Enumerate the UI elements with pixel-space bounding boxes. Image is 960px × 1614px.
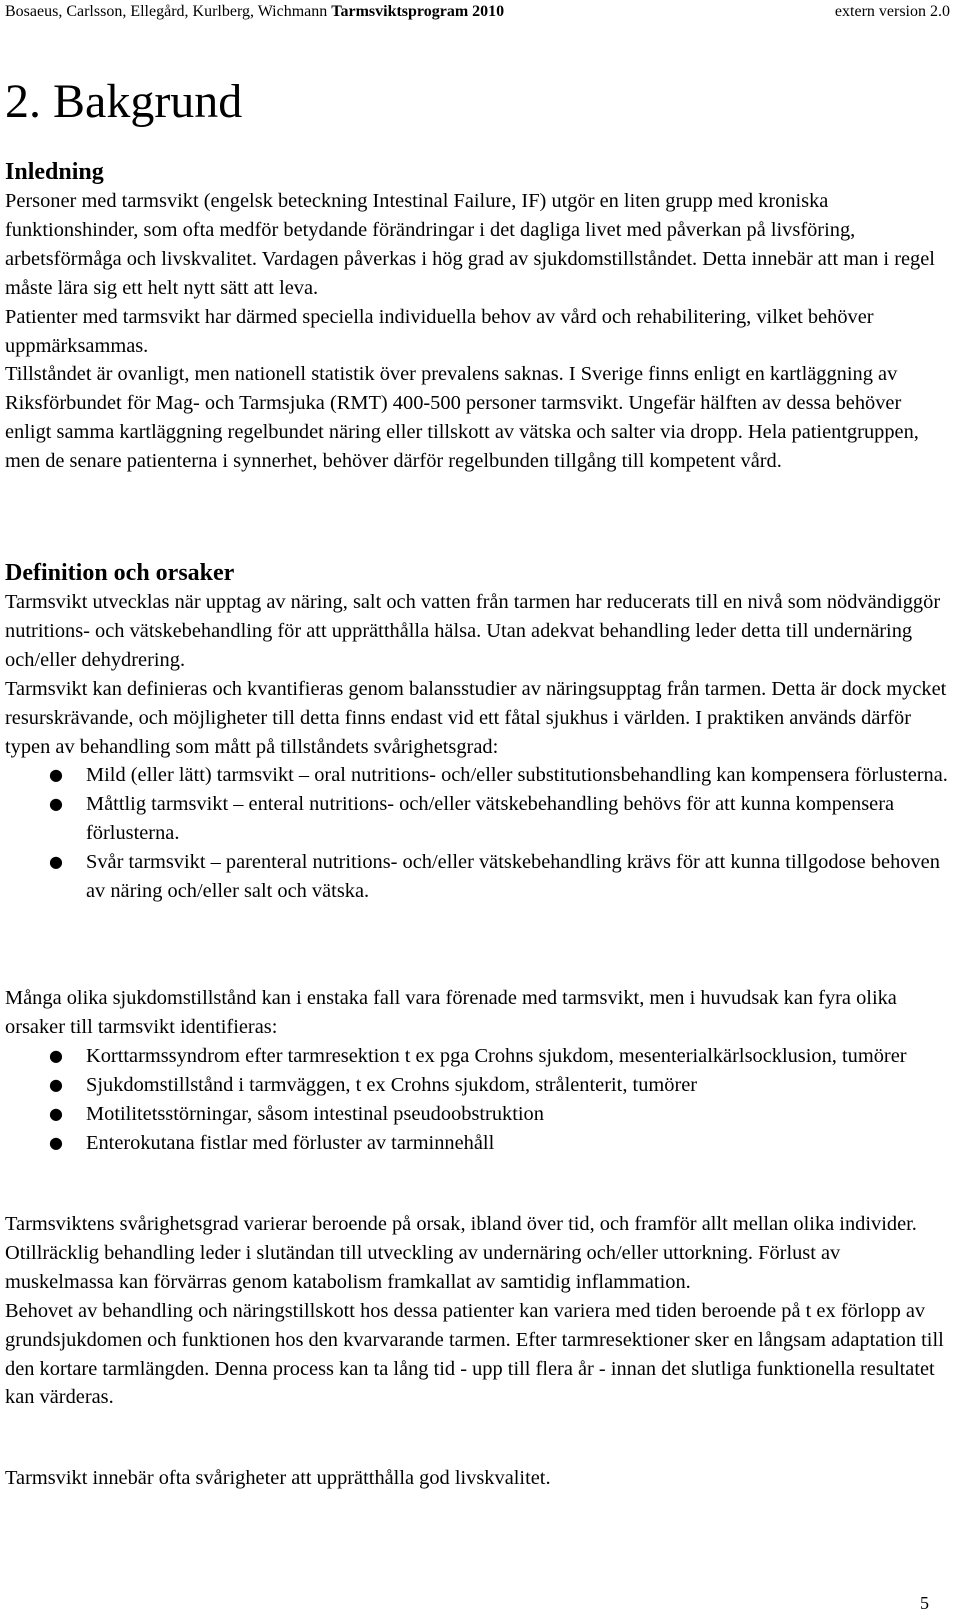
closing-section [5, 1210, 950, 1412]
page-number: 5 [920, 1593, 929, 1613]
list-item: ● Mild (eller lätt) tarmsvikt – oral nutritions- och/eller substitutionsbehandling kan kompensera förlusterna. [5, 761, 950, 790]
paragraph: Tarmsviktens svårighetsgrad varierar beroende på orsak, ibland över tid, och framför allt mellan olika individer. Otillräcklig behandling leder i slutändan till utveckling av undernäring och/eller uttorkning. Förlust av muskelmassa kan förvärras genom katabolism framkallat av samtidig inflammation. [5, 1213, 917, 1293]
causes-list [5, 1042, 950, 1158]
section-inledning [5, 157, 950, 476]
bullet-icon: ● [49, 852, 63, 872]
list-item: ● Motilitetsstörningar, såsom intestinal pseudoobstruktion [5, 1100, 950, 1129]
list-item: ● Enterokutana fistlar med förluster av tarminnehåll [5, 1129, 950, 1158]
chapter-title: 2. Bakgrund [5, 75, 243, 128]
list-item: ● Måttlig tarmsvikt – enteral nutritions- och/eller vätskebehandling behövs för att kunna kompensera förlusterna. [5, 790, 950, 848]
bullet-icon: ● [49, 794, 63, 814]
paragraph: Behovet av behandling och näringstillskott hos dessa patienter kan variera med tiden beroende på t ex förlopp av grundsjukdomen och funktionen hos den kvarvarande tarmen. Efter tarmresektioner sker en långsam adaptation till den kortare tarmlängden. Denna process kan ta lång tid - upp till flera år - innan det slutliga funktionella resultatet kan värderas. [5, 1299, 944, 1409]
paragraph: Tarmsvikt innebär ofta svårigheter att upprätthålla god livskvalitet. [5, 1467, 551, 1489]
bullet-icon: ● [49, 1074, 63, 1094]
bullet-icon: ● [49, 1045, 63, 1065]
severity-list [5, 761, 950, 906]
list-item: ● Korttarmssyndrom efter tarmresektion t ex pga Crohns sjukdom, mesenterialkärlsocklusion, tumörer [5, 1042, 950, 1071]
section-title-inledning: Inledning [5, 159, 104, 185]
causes-section [5, 984, 950, 1157]
section-definition [5, 558, 950, 906]
list-item: ● Sjukdomstillstånd i tarmväggen, t ex Crohns sjukdom, strålenterit, tumörer [5, 1071, 950, 1100]
header-authors: Bosaeus, Carlsson, Ellegård, Kurlberg, Wichmann Tarmsviktsprogram 2010 [5, 3, 505, 20]
paragraph: Många olika sjukdomstillstånd kan i enstaka fall vara förenade med tarmsvikt, men i huvudsak kan fyra olika orsaker till tarmsvikt identifieras: [5, 987, 897, 1038]
paragraph: Tarmsvikt utvecklas när upptag av näring, salt och vatten från tarmen har reducerats till en nivå som nödvändiggör nutritions- och vätskebehandling för att upprätthålla hälsa. Utan adekvat behandling leder detta till undernäring och/eller dehydrering. [5, 591, 941, 671]
bullet-icon: ● [49, 1103, 63, 1123]
list-item: ● Svår tarmsvikt – parenteral nutritions- och/eller vätskebehandling krävs för att kunna tillgodose behoven av näring och/eller salt och vätska. [5, 848, 950, 906]
paragraph: Tarmsvikt kan definieras och kvantifieras genom balansstudier av näringsupptag från tarmen. Detta är dock mycket resurskrävande, och möjligheter till detta finns endast vid ett fåtal sjukhus i världen. I praktiken används därför typen av behandling som mått på tillståndets svårighetsgrad: [5, 677, 947, 758]
header-version: extern version 2.0 [834, 3, 950, 20]
paragraph: Tillståndet är ovanligt, men nationell statistik över prevalens saknas. I Sverige finns enligt en kartläggning av Riksförbundet för Mag- och Tarmsjuka (RMT) 400-500 personer tarmsvikt. Ungefär hälften av dessa behöver enligt samma kartläggning regelbundet näring eller tillskott av vätska och salter via dropp. Hela patientgruppen, men de senare patienterna i synnerhet, behöver därför regelbunden tillgång till kompetent vård. [5, 363, 919, 473]
final-section [5, 1464, 950, 1493]
paragraph: Personer med tarmsvikt (engelsk beteckning Intestinal Failure, IF) utgör en liten grupp med kroniska funktionshinder, som ofta medför betydande förändringar i det dagliga livet med påverkan på livsföring, arbetsförmåga och livskvalitet. Vardagen påverkas i hög grad av sjukdomstillståndet. Detta innebär att man i regel måste lära sig ett helt nytt sätt att leva. [5, 190, 935, 299]
paragraph: Patienter med tarmsvikt har därmed speciella individuella behov av vård och rehabilitering, vilket behöver uppmärksammas. [5, 305, 874, 357]
bullet-icon: ● [49, 765, 63, 785]
section-title-definition: Definition och orsaker [5, 560, 235, 586]
header-program: Tarmsviktsprogram 2010 [331, 3, 505, 20]
bullet-icon: ● [49, 1132, 63, 1152]
